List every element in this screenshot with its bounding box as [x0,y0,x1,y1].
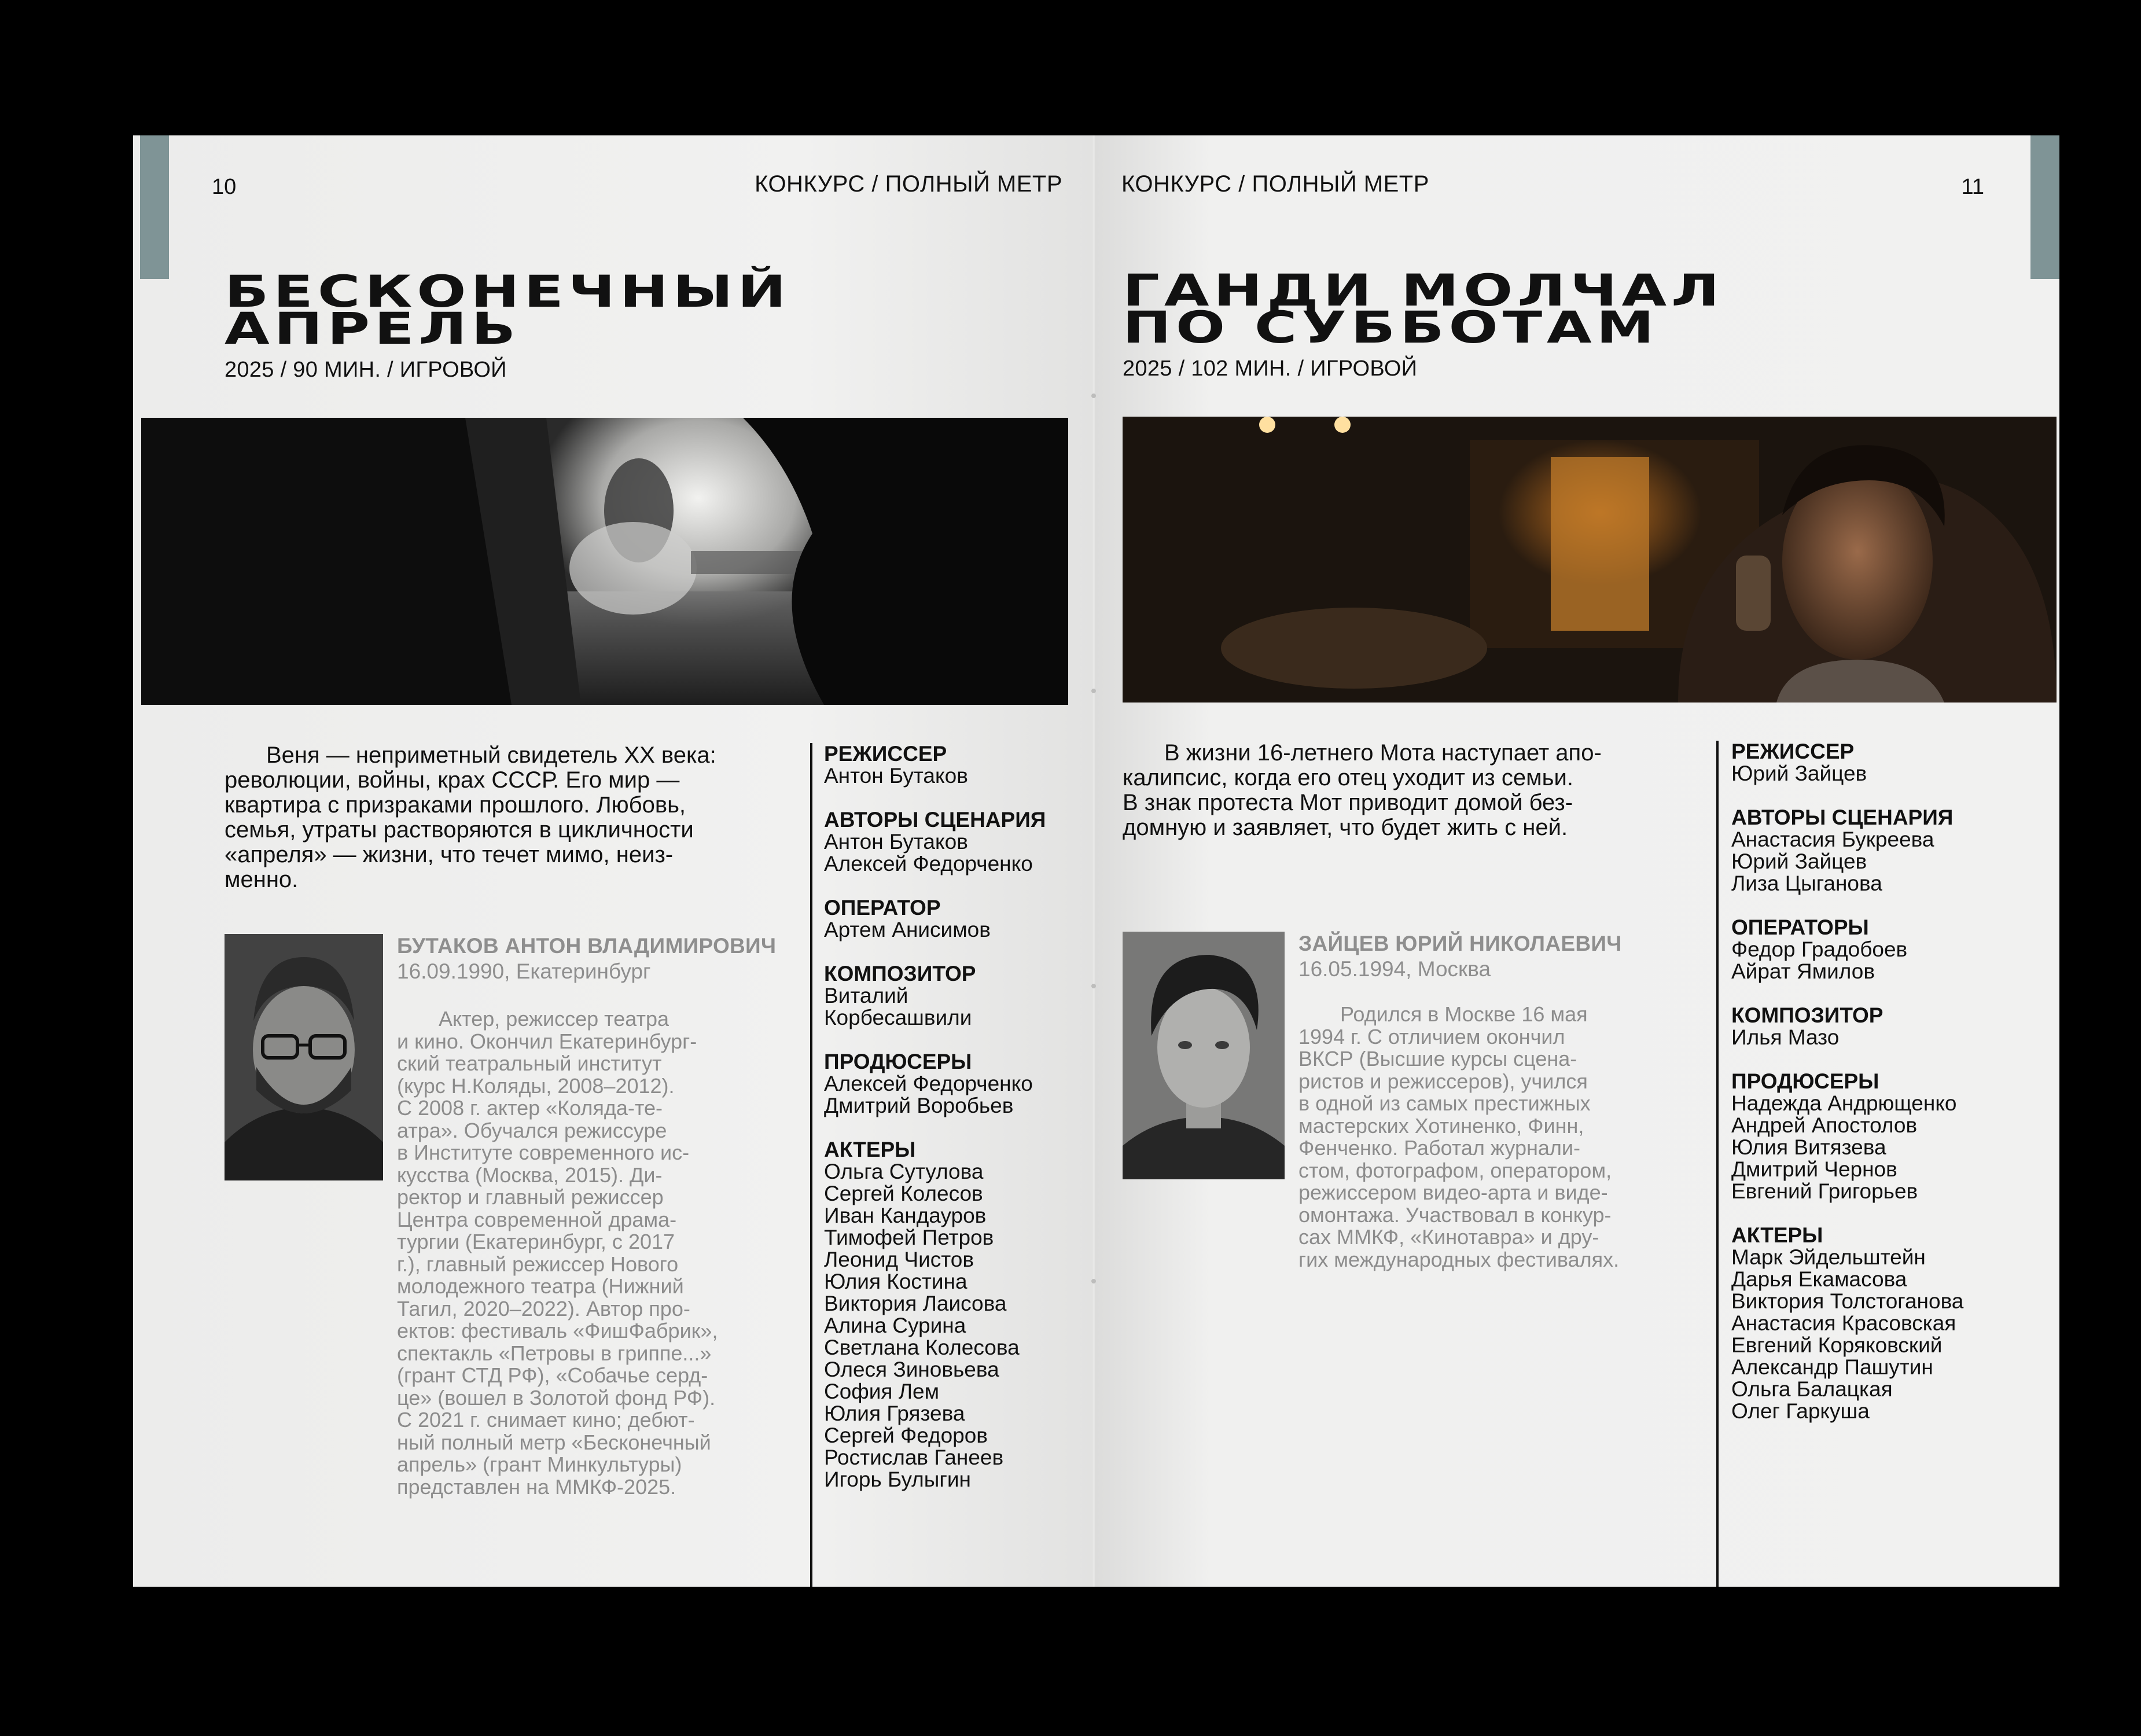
credit-role: АКТЕРЫ [824,1138,916,1161]
bio-line: (курс Н.Коляды, 2008–2012). [397,1073,675,1098]
bio-line: ВКСР (Высшие курсы сцена- [1298,1047,1577,1071]
bio-line: 1994 г. С отличием окончил [1298,1024,1565,1049]
film-title-line: ГАНДИ МОЛЧАЛ [1123,264,1724,316]
credit-name: Андрей Апостолов [1731,1113,1918,1137]
credit-group [1731,1224,1963,1422]
bio-line: омонтажа. Участвовал в конкур- [1298,1202,1612,1227]
color-tab [140,135,169,279]
synopsis-line: менно. [225,867,299,892]
credit-role: ОПЕРАТОРЫ [1731,915,1869,939]
film-still [1123,417,2057,703]
bio-line: ный полный метр «Бесконечный [397,1430,711,1454]
right-page [1095,135,2059,1587]
credit-name: Ольга Сутулова [824,1160,984,1183]
film-title-line: АПРЕЛЬ [225,303,520,354]
bio-line: представлен на ММКФ-2025. [397,1474,676,1499]
synopsis-line: домную и заявляет, что будет жить с ней. [1123,815,1568,840]
credit-role: ОПЕРАТОР [824,896,941,920]
credit-name: Артем Анисимов [824,918,991,941]
staple-hole [1091,984,1096,988]
credit-name: Евгений Коряковский [1731,1333,1943,1357]
credit-name: Анастасия Красовская [1731,1311,1956,1335]
director-name: БУТАКОВ АНТОН ВЛАДИМИРОВИЧ [397,934,777,958]
bio-line: мастерских Хотиненко, Финн, [1298,1113,1584,1138]
director-name: ЗАЙЦЕВ ЮРИЙ НИКОЛАЕВИЧ [1298,932,1622,955]
credit-name: Светлана Колесова [824,1336,1020,1359]
credit-name: Анастасия Букреева [1731,827,1934,851]
bio-line: С 2008 г. актер «Коляда-те- [397,1096,663,1120]
credit-name: Александр Пашутин [1731,1355,1933,1379]
film-title [1123,264,1724,353]
credit-role: ПРОДЮСЕРЫ [1731,1069,1879,1093]
credit-name: Айрат Ямилов [1731,959,1875,983]
credit-group [824,1051,1046,1117]
synopsis-line: В жизни 16-летнего Мота наступает апо- [1164,740,1602,766]
credit-name: Дарья Екамасова [1731,1267,1907,1291]
credit-name: Юлия Костина [824,1270,968,1293]
director-portrait [225,934,383,1180]
page-number: 11 [1961,175,1984,199]
credit-name: Тимофей Петров [824,1226,994,1249]
bio-line: ристов и режиссеров), учился [1298,1069,1588,1093]
credit-group [824,963,1046,1029]
bio-line: в Институте современного ис- [397,1141,690,1164]
film-title [225,266,791,354]
film-meta: 2025 / 90 МИН. / ИГРОВОЙ [225,358,507,382]
credit-name: Ростислав Ганеев [824,1446,1004,1469]
credit-name: Юлия Витязева [1731,1135,1886,1159]
synopsis-line: революции, войны, крах СССР. Его мир — [225,767,680,793]
staple-hole [1091,393,1096,398]
film-title-line: ПО СУББОТАМ [1123,301,1659,353]
credit-name: Лиза Цыганова [1731,871,1882,895]
credit-group [824,743,1046,787]
column-divider [810,743,812,1587]
credits-list [824,743,1046,1513]
column-divider [1716,741,1719,1587]
credit-name: Федор Градобоев [1731,937,1908,961]
bio-line: це» (вошел в Золотой фонд РФ). [397,1385,716,1410]
page-number: 10 [212,175,237,199]
staple-hole [1091,689,1096,693]
director-birth: 16.09.1990, Екатеринбург [397,959,651,983]
director-portrait [1123,932,1285,1179]
bio-line: Родился в Москве 16 мая [1340,1002,1588,1026]
synopsis-line: калипсис, когда его отец уходит из семьи. [1123,765,1573,790]
credit-role: РЕЖИССЕР [824,742,947,766]
bio-line: спектакль «Петровы в гриппе...» [397,1341,712,1365]
bio-line: молодежного театра (Нижний [397,1274,684,1298]
color-tab [2030,135,2059,279]
bio-line: атра». Обучался режиссуре [397,1118,667,1142]
synopsis [1123,741,1678,840]
bio-line: ректор и главный режиссер [397,1185,664,1209]
credit-name: Дмитрий Воробьев [824,1094,1014,1117]
credit-name: Корбесашвили [824,1006,972,1029]
bio-line: сах ММКФ, «Кинотавра» и дру- [1298,1225,1599,1249]
credit-name: Виктория Лаисова [824,1292,1007,1315]
credit-name: Надежда Андрющенко [1731,1091,1957,1115]
section-header: КОНКУРС / ПОЛНЫЙ МЕТР [1121,171,1429,197]
synopsis-line: «апреля» — жизни, что течет мимо, неиз- [225,842,674,867]
bio-line: Тагил, 2020–2022). Автор про- [397,1296,690,1321]
credit-name: Антон Бутаков [824,830,968,854]
credit-name: Сергей Колесов [824,1182,983,1205]
bio-line: (грант СТД РФ), «Собачье серд- [397,1363,708,1387]
director-bio [397,1008,742,1498]
credit-name: Виталий [824,984,908,1007]
bio-line: в одной из самых престижных [1298,1091,1591,1115]
credit-group [1731,1071,1963,1202]
bio-line: Центра современной драма- [397,1207,677,1231]
credit-name: Юрий Зайцев [1731,762,1867,785]
film-title-line: БЕСКОНЕЧНЫЙ [225,266,791,317]
director-birth: 16.05.1994, Москва [1298,957,1491,981]
staple-hole [1091,1279,1096,1283]
credit-role: РЕЖИССЕР [1731,740,1855,763]
bio-line: тургии (Екатеринбург, с 2017 [397,1230,675,1253]
credit-name: Сергей Федоров [824,1424,988,1447]
bio-line: ский театральный институт [397,1051,662,1075]
film-still [141,418,1068,705]
credit-role: АКТЕРЫ [1731,1223,1823,1247]
credit-name: Олеся Зиновьева [824,1358,999,1381]
credit-name: Алексей Федорченко [824,852,1033,876]
bio-line: ектов: фестиваль «ФишФабрик», [397,1319,718,1343]
credits-list [1731,741,1963,1444]
credit-group [1731,917,1963,983]
section-header: КОНКУРС / ПОЛНЫЙ МЕТР [755,171,1062,197]
bio-line: г.), главный режиссер Нового [397,1252,679,1276]
credit-role: КОМПОЗИТОР [824,962,976,985]
credit-role: ПРОДЮСЕРЫ [824,1050,972,1073]
synopsis-line: семья, утраты растворяются в цикличности [225,817,694,843]
credit-group [1731,1005,1963,1049]
credit-group [824,809,1046,875]
credit-role: АВТОРЫ СЦЕНАРИЯ [1731,806,1954,829]
bio-line: С 2021 г. снимает кино; дебют- [397,1408,695,1432]
credit-group [824,897,1046,941]
credit-name: Олег Гаркуша [1731,1399,1870,1423]
bio-line: режиссером видео-арта и виде- [1298,1180,1608,1204]
credit-group [1731,807,1963,895]
film-meta: 2025 / 102 МИН. / ИГРОВОЙ [1123,356,1418,381]
left-page [133,135,1092,1587]
credit-name: Илья Мазо [1731,1025,1840,1049]
bio-line: и кино. Окончил Екатеринбург- [397,1029,697,1053]
credit-name: Ольга Балацкая [1731,1377,1893,1401]
synopsis [225,743,768,892]
bio-line: кусства (Москва, 2015). Ди- [397,1163,663,1187]
credit-name: Леонид Чистов [824,1248,974,1271]
bio-line: апрель» (грант Минкультуры) [397,1452,682,1476]
bio-line: Актер, режиссер театра [439,1007,669,1031]
credit-name: Юлия Грязева [824,1402,965,1425]
director-bio [1298,1003,1649,1271]
synopsis-line: Веня — неприметный свидетель XX века: [266,742,716,768]
credit-name: Евгений Григорьев [1731,1179,1918,1203]
credit-name: Иван Кандауров [824,1204,987,1227]
credit-group [824,1139,1046,1491]
bio-line: гих международных фестивалях. [1298,1247,1620,1271]
credit-name: Алина Сурина [824,1314,966,1337]
credit-name: Игорь Булыгин [824,1467,971,1491]
synopsis-line: В знак протеста Мот приводит домой без- [1123,790,1573,815]
bio-line: Фенченко. Работал журнали- [1298,1136,1581,1160]
credit-name: Дмитрий Чернов [1731,1157,1897,1181]
credit-name: Марк Эйдельштейн [1731,1245,1926,1269]
bio-line: стом, фотографом, оператором, [1298,1158,1612,1182]
credit-name: Юрий Зайцев [1731,849,1867,873]
synopsis-line: квартира с призраками прошлого. Любовь, [225,792,686,818]
credit-name: Антон Бутаков [824,764,968,788]
credit-name: Виктория Толстоганова [1731,1289,1964,1313]
credit-role: КОМПОЗИТОР [1731,1003,1884,1027]
credit-group [1731,741,1963,785]
credit-name: Алексей Федорченко [824,1072,1033,1095]
credit-role: АВТОРЫ СЦЕНАРИЯ [824,808,1046,832]
credit-name: София Лем [824,1380,940,1403]
